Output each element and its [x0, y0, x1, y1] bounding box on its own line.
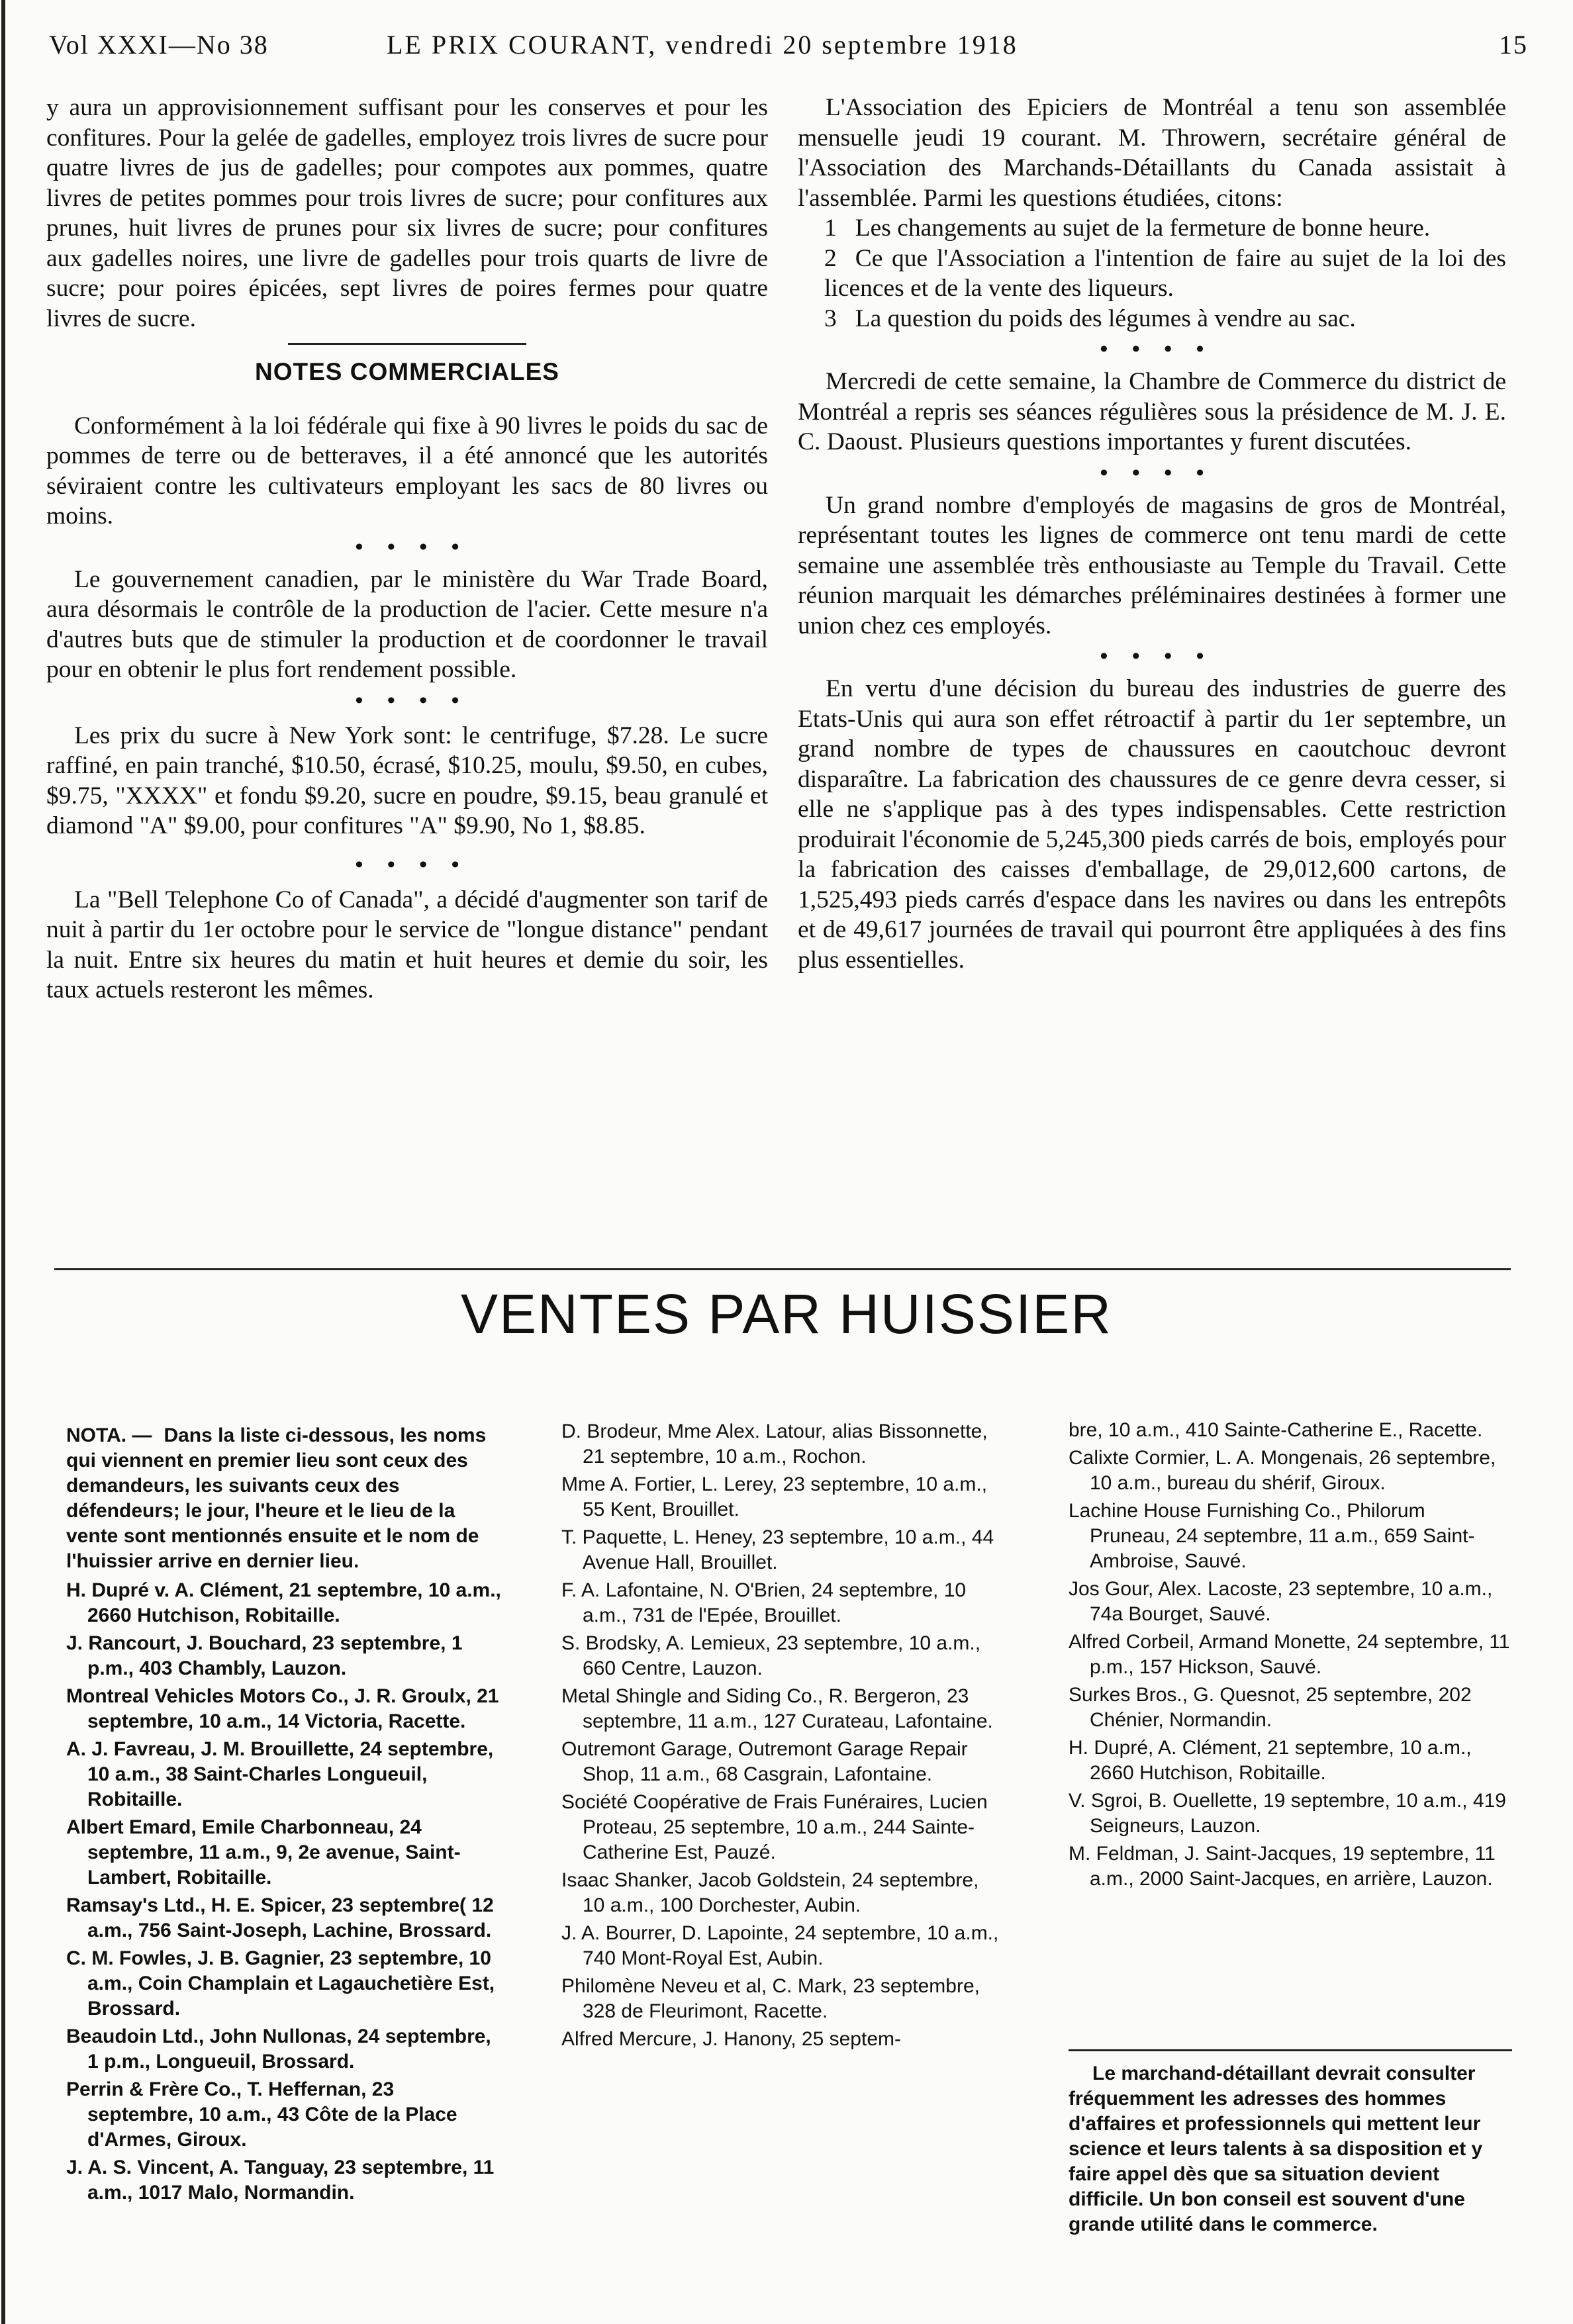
nota-text: Dans la liste ci-dessous, les noms qui viennent en premier lieu sont ceux des demandeurs, les suivants ceux des défendeurs; le jour, l'heure et le lieu de la vente sont mentionnés ensuite et le nom de l'huissier arrive en dernier lieu.: [66, 1424, 487, 1572]
left-article-column: [46, 93, 768, 1005]
sale-entry: Mme A. Fortier, L. Lerey, 23 septembre, 10 a.m., 55 Kent, Brouillet.: [561, 1473, 988, 1520]
sale-entry: Surkes Bros., G. Quesnot, 25 septembre, 202 Chénier, Normandin.: [1069, 1684, 1472, 1731]
question-item: [798, 244, 1506, 304]
sale-entry: Albert Emard, Emile Charbonneau, 24 septembre, 11 a.m., 9, 2e avenue, Saint-Lambert, Robitaille.: [66, 1816, 461, 1888]
sale-entry: Philomène Neveu et al, C. Mark, 23 septembre, 328 de Fleurimont, Racette.: [561, 1975, 980, 2022]
page-edge-bar: [1, 0, 5, 2324]
question-item: [798, 213, 1506, 244]
sale-entry: A. J. Favreau, J. M. Brouillette, 24 septembre, 10 a.m., 38 Saint-Charles Longueuil, Robitaille.: [66, 1738, 494, 1810]
item-number: 2: [824, 244, 837, 272]
sale-entry: J. Rancourt, J. Bouchard, 23 septembre, 1 p.m., 403 Chambly, Lauzon.: [66, 1632, 463, 1679]
box-note-text: Le marchand-détaillant devrait consulter fréquemment les adresses des hommes d'affaires et professionnels qui mettent leur science et leurs talents à sa disposition et y faire appel dès que sa situation devient difficile. Un bon conseil est souvent d'une grande utilité dans le commerce.: [1069, 2063, 1483, 2235]
sales-column-1: [66, 1423, 503, 2208]
sale-entry: T. Paquette, L. Heney, 23 septembre, 10 a.m., 44 Avenue Hall, Brouillet.: [561, 1526, 994, 1573]
sales-list-2: [561, 1419, 1005, 2052]
section-rule: [288, 343, 526, 345]
sales-column-3: [1069, 1418, 1511, 1894]
sale-entry: Metal Shingle and Siding Co., R. Bergeron, 23 septembre, 11 a.m., 127 Curateau, Lafontaine.: [561, 1685, 993, 1732]
sale-entry: Jos Gour, Alex. Lacoste, 23 septembre, 10 a.m., 74a Bourget, Sauvé.: [1069, 1578, 1493, 1625]
notes-paragraph: Conformément à la loi fédérale qui fixe à 90 livres le poids du sac de pommes de terre ou de betteraves, il a été annoncé que les autorités séviraient contre les cultivateurs employant les sacs de 80 livres ou moins.: [46, 412, 768, 530]
sale-entry: Alfred Corbeil, Armand Monette, 24 septembre, 11 p.m., 157 Hickson, Sauvé.: [1069, 1631, 1510, 1678]
sale-entry: D. Brodeur, Mme Alex. Latour, alias Bissonnette, 21 septembre, 10 a.m., Rochon.: [561, 1420, 988, 1467]
item-text: Les changements au sujet de la fermeture de bonne heure.: [855, 214, 1431, 242]
separator-dots: • • • •: [1100, 337, 1214, 361]
sale-entry: Société Coopérative de Frais Funéraires, Lucien Proteau, 25 septembre, 10 a.m., 244 Sainte-Catherine Est, Pauzé.: [561, 1791, 988, 1863]
sales-column-2: [561, 1419, 1005, 2055]
separator-dots: • • • •: [355, 852, 469, 877]
sale-entry: C. M. Fowles, J. B. Gagnier, 23 septembre, 10 a.m., Coin Champlain et Lagauchetière Est, Brossard.: [66, 1947, 495, 2020]
sale-entry: H. Dupré v. A. Clément, 21 septembre, 10 a.m., 2660 Hutchison, Robitaille.: [66, 1579, 501, 1626]
sales-list-3: [1069, 1418, 1511, 1892]
sales-list-1: [66, 1578, 503, 2206]
sale-entry: Montreal Vehicles Motors Co., J. R. Groulx, 21 septembre, 10 a.m., 14 Victoria, Racette.: [66, 1685, 499, 1732]
chambre-paragraph: Mercredi de cette semaine, la Chambre de Commerce du district de Montréal a repris ses séances régulières sous la présidence de M. J. E. C. Daoust. Plusieurs questions importantes y furent discutées.: [798, 368, 1506, 455]
sale-entry: H. Dupré, A. Clément, 21 septembre, 10 a.m., 2660 Hutchison, Robitaille.: [1069, 1737, 1472, 1784]
sale-entry: F. A. Lafontaine, N. O'Brien, 24 septembre, 10 a.m., 731 de l'Epée, Brouillet.: [561, 1579, 967, 1626]
separator-dots: • • • •: [1100, 644, 1214, 669]
sale-entry: M. Feldman, J. Saint-Jacques, 19 septembre, 11 a.m., 2000 Saint-Jacques, en arrière, Lauzon.: [1069, 1843, 1496, 1890]
separator-dots: • • • •: [1100, 460, 1214, 485]
page-number: 15: [1499, 30, 1528, 60]
sale-entry: Outremont Garage, Outremont Garage Repair Shop, 11 a.m., 68 Casgrain, Lafontaine.: [561, 1738, 968, 1785]
sale-entry: Calixte Cormier, L. A. Mongenais, 26 septembre, 10 a.m., bureau du shérif, Giroux.: [1069, 1447, 1496, 1494]
sale-entry: Lachine House Furnishing Co., Philorum Pruneau, 24 septembre, 11 a.m., 659 Saint-Ambroise, Sauvé.: [1069, 1500, 1475, 1572]
separator-dots: • • • •: [355, 688, 469, 713]
notes-paragraph: La "Bell Telephone Co of Canada", a décidé d'augmenter son tarif de nuit à partir du 1er octobre pour le service de "longue distance" pendant la nuit. Entre six heures du matin et huit heures et demie du soir, les taux actuels resteront les mêmes.: [46, 886, 768, 1003]
volume-number: Vol XXXI—No 38: [49, 30, 269, 60]
item-number: 3: [824, 304, 837, 332]
sale-entry: Ramsay's Ltd., H. E. Spicer, 23 septembre( 12 a.m., 756 Saint-Joseph, Lachine, Brossard.: [66, 1894, 494, 1941]
sale-entry: J. A. S. Vincent, A. Tanguay, 23 septembre, 11 a.m., 1017 Malo, Normandin.: [66, 2157, 495, 2204]
question-item: [798, 304, 1506, 334]
notes-paragraph: Le gouvernement canadien, par le ministère du War Trade Board, aura désormais le contrôle de la production de l'acier. Cette mesure n'a d'autres buts que de stimuler la production et de coordonner le travail pour en obtenir le plus fort rendement possible.: [46, 565, 768, 683]
section-divider: [54, 1268, 1511, 1270]
page-header: [42, 20, 1533, 66]
intro-paragraph: y aura un approvisionnement suffisant pour les conserves et pour les confitures. Pour la gelée de gadelles, employez trois livres de sucre pour quatre livres de jus de gadelles; pour compotes aux pommes, quatre livres de petites pommes pour trois livres de sucre; pour confitures aux prunes, huit livres de prunes pour six livres de sucre; pour confitures aux gadelles noires, une livre de gadelles pour trois quarts de livre de sucre; pour poires épicées, sept livres de poires fermes pour quatre livres de sucre.: [46, 94, 768, 332]
ventes-heading: VENTES PAR HUISSIER: [461, 1283, 1112, 1345]
chaussures-paragraph: En vertu d'une décision du bureau des industries de guerre des Etats-Unis qui aura son effet rétroactif à partir du 1er septembre, un grand nombre de types de chaussures en caoutchouc devront disparaître. La fabrication des chaussures de ce genre devra cesser, si elle ne s'applique pas à des types indispensables. Cette restriction produirait l'économie de 5,245,300 pieds carrés de bois, employés pour la fabrication des caisses d'emballage, de 29,012,600 cartons, de 1,525,493 pieds carrés d'espace dans les navires ou dans les entrepôts et de 49,617 journées de travail qui pourront être appliquées à des fins plus essentielles.: [798, 675, 1506, 974]
separator-dots: • • • •: [355, 534, 469, 559]
journal-title: LE PRIX COURANT, vendredi 20 septembre 1918: [387, 30, 1018, 60]
sale-entry: Isaac Shanker, Jacob Goldstein, 24 septembre, 10 a.m., 100 Dorchester, Aubin.: [561, 1869, 979, 1916]
sale-entry: bre, 10 a.m., 410 Sainte-Catherine E., Racette.: [1069, 1419, 1483, 1441]
item-number: 1: [824, 214, 837, 242]
notes-paragraph: Les prix du sucre à New York sont: le centrifuge, $7.28. Le sucre raffiné, en pain tranché, $10.50, écrasé, $10.25, moulu, $9.50, en cubes, $9.75, "XXXX" et fondu $9.20, sucre en poudre, $9.15, beau granulé et diamond "A" $9.00, pour confitures "A" $9.90, No 1, $8.85.: [46, 721, 768, 839]
sale-entry: Perrin & Frère Co., T. Heffernan, 23 septembre, 10 a.m., 43 Côte de la Place d'Armes, Giroux.: [66, 2078, 457, 2151]
sale-entry: Alfred Mercure, J. Hanony, 25 septem-: [561, 2028, 901, 2050]
item-text: Ce que l'Association a l'intention de faire au sujet de la loi des licences et de la vente des liqueurs.: [824, 244, 1506, 302]
sale-entry: V. Sgroi, B. Ouellette, 19 septembre, 10 a.m., 419 Seigneurs, Lauzon.: [1069, 1790, 1506, 1837]
box-note-rule: [1069, 2049, 1512, 2051]
item-text: La question du poids des légumes à vendre au sac.: [855, 304, 1356, 332]
box-note: [1069, 2061, 1512, 2237]
employes-paragraph: Un grand nombre d'employés de magasins de gros de Montréal, représentant toutes les lignes de commerce ont tenu mardi de cette semaine une assemblée très enthousiaste au Temple du Travail. Cette réunion marquait les démarches préléminaires destinées à former une union chez ces employés.: [798, 491, 1506, 639]
sale-entry: S. Brodsky, A. Lemieux, 23 septembre, 10 a.m., 660 Centre, Lauzon.: [561, 1632, 981, 1679]
nota-label: NOTA. —: [66, 1424, 152, 1446]
right-article-column: [798, 93, 1506, 975]
nota-paragraph: [66, 1423, 503, 1574]
association-paragraph: L'Association des Epiciers de Montréal a tenu son assemblée mensuelle jeudi 19 courant. M. Throwern, secrétaire général de l'Association des Marchands-Détaillants du Canada assistait à l'assemblée. Parmi les questions étudiées, citons:: [798, 94, 1506, 212]
sale-entry: J. A. Bourrer, D. Lapointe, 24 septembre, 10 a.m., 740 Mont-Royal Est, Aubin.: [561, 1922, 999, 1969]
notes-commerciales-heading: NOTES COMMERCIALES: [255, 358, 559, 385]
sale-entry: Beaudoin Ltd., John Nullonas, 24 septembre, 1 p.m., Longueuil, Brossard.: [66, 2025, 491, 2072]
